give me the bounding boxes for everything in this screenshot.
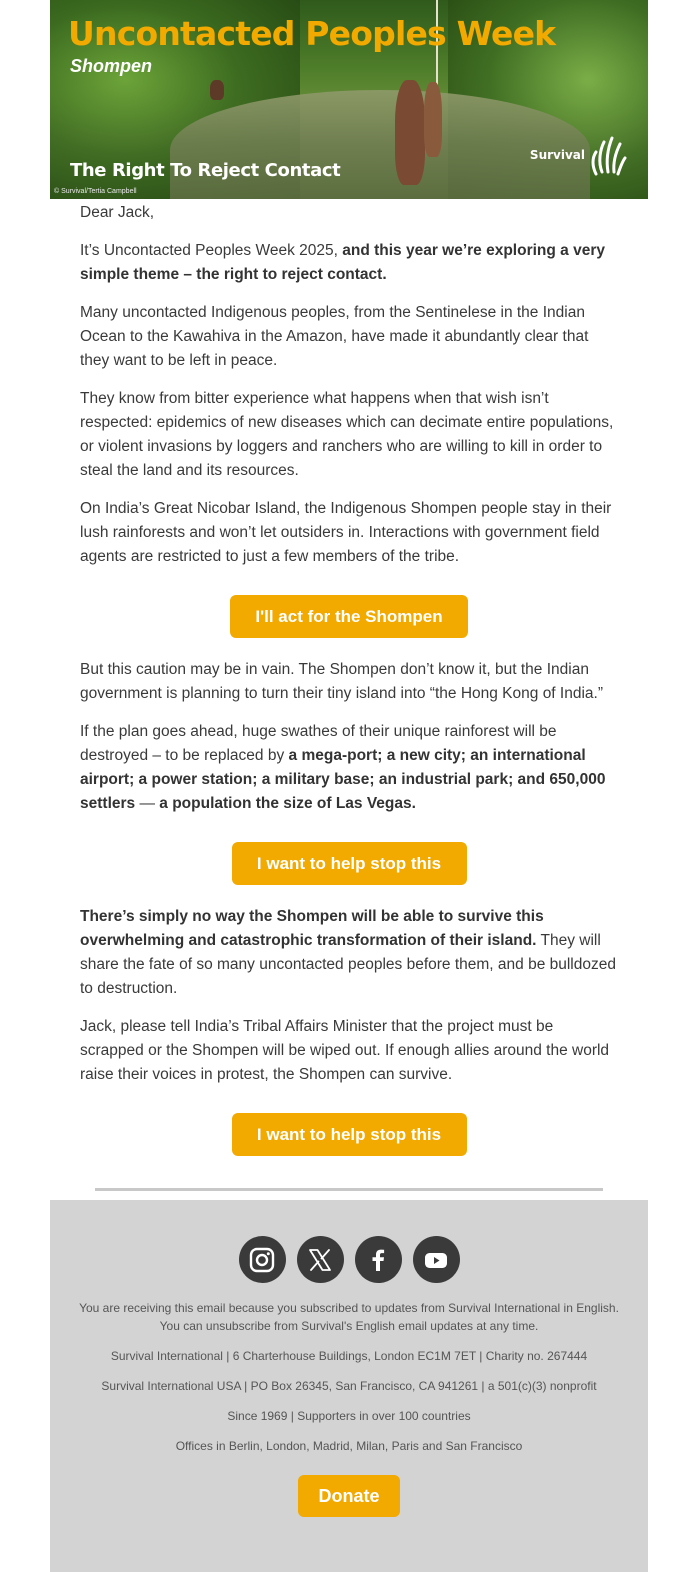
intro-text: It’s Uncontacted Peoples Week 2025, [80,242,343,259]
offices-line: Offices in Berlin, London, Madrid, Milan, Paris and San Francisco [175,1439,523,1453]
email-body [50,201,648,1156]
divider [95,1188,603,1191]
intro-bold: and this year we’re exploring a very simple theme – the right to reject contact. [80,242,605,283]
plan-text: If the plan goes ahead, huge swathes of their unique rainforest will be destroyed – to be replaced by [80,723,557,764]
paragraph-experience: They know from bitter experience what happens when that wish isn’t respected: epidemics of new diseases which can decimate entire populations, or violent invasions by loggers and ranchers who are willing to kill in order to steal the land and its resources. [80,390,614,479]
instagram-icon [249,1247,275,1273]
hero-person [210,80,224,100]
youtube-icon [423,1247,449,1273]
facebook-link[interactable] [355,1236,402,1283]
plan-dash: — [135,795,160,812]
survival-logo-text: Survival [529,148,585,162]
survive-text: They will share the fate of so many uncontacted peoples before them, and be bulldozed to destruction. [80,932,616,997]
plan-bold-vegas: a population the size of Las Vegas. [159,795,416,812]
x-icon [307,1247,333,1273]
paragraph-intro [80,239,618,287]
handprint-icon [588,132,628,178]
instagram-link[interactable] [239,1236,286,1283]
hero-tagline: The Right To Reject Contact [70,160,341,181]
act-for-shompen-button[interactable]: I'll act for the Shompen [230,595,468,638]
address-uk: Survival International | 6 Charterhouse Buildings, London EC1M 7ET | Charity no. 267444 [110,1349,588,1363]
help-stop-this-button[interactable]: I want to help stop this [232,842,467,885]
hero-subtitle: Shompen [70,56,153,76]
notice-line-1: You are receiving this email because you subscribed to updates from Survival International in English. [79,1301,619,1315]
paragraph-survive [80,905,618,1001]
hero-person [424,82,442,157]
paragraph-great-nicobar: On India’s Great Nicobar Island, the Indigenous Shompen people stay in their lush rainforests and won’t let outsiders in. Interactions with government field agents are restricted to just a few members of the tribe. [80,500,612,565]
facebook-icon [365,1247,391,1273]
hero-title: Uncontacted Peoples Week [68,14,556,53]
hero-person [395,80,425,185]
photo-credit: © Survival/Tertia Campbell [54,188,137,195]
paragraph-uncontacted: Many uncontacted Indigenous peoples, from the Sentinelese in the Indian Ocean to the Kawahiva in the Amazon, have made it abundantly clear that they want to be left in peace. [80,304,589,369]
youtube-link[interactable] [413,1236,460,1283]
paragraph-plan [80,720,618,816]
help-stop-this-button-2[interactable]: I want to help stop this [232,1113,467,1156]
plan-bold-list: a mega-port; a new city; an international airport; a power station; a military base; an industrial park; and 650,000 settlers [80,747,606,812]
paragraph-minister: Jack, please tell India’s Tribal Affairs Minister that the project must be scrapped or the Shompen will be wiped out. If enough allies around the world raise their voices in protest, the Shompen can survive. [80,1018,610,1083]
hero-river [170,90,590,199]
since-line: Since 1969 | Supporters in over 100 countries [227,1409,471,1423]
survive-bold: There’s simply no way the Shompen will be able to survive this overwhelming and catastrophic transformation of their island. [80,908,544,949]
greeting: Dear Jack, [80,204,155,221]
survival-logo [530,132,628,178]
hero-banner [50,0,648,199]
footer [50,1200,648,1572]
x-link[interactable] [297,1236,344,1283]
paragraph-caution: But this caution may be in vain. The Shompen don’t know it, but the Indian government is planning to turn their tiny island into “the Hong Kong of India.” [80,661,604,702]
subscription-notice [50,1299,648,1335]
donate-button[interactable]: Donate [298,1475,400,1517]
notice-line-2: You can unsubscribe from Survival's English email updates at any time. [159,1319,539,1333]
address-us: Survival International USA | PO Box 26345, San Francisco, CA 941261 | a 501(c)(3) nonprofit [101,1379,597,1393]
social-links [50,1236,648,1283]
email-container [50,0,648,1191]
